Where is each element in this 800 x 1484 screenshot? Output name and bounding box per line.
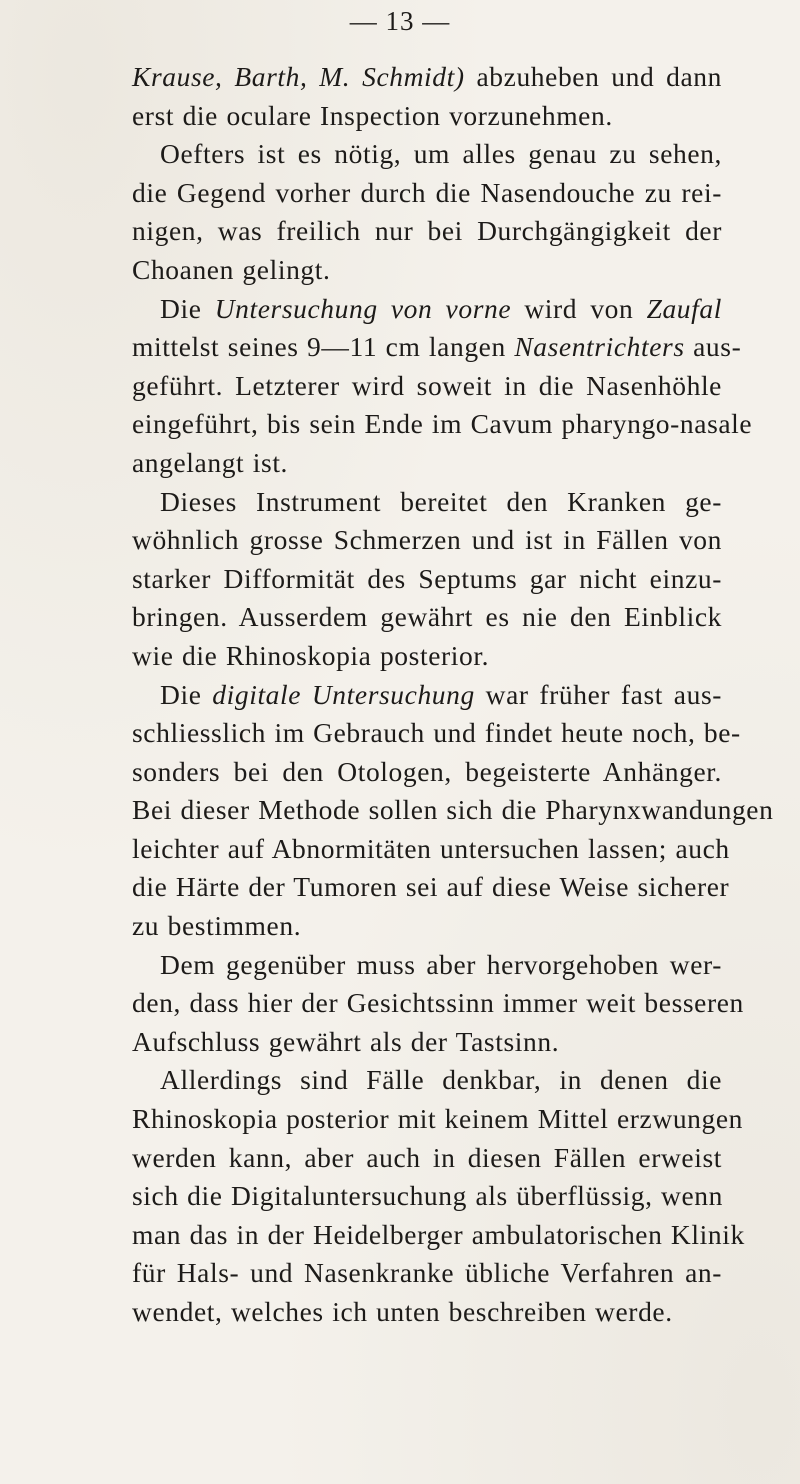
text-segment: Choanen gelingt.: [132, 253, 331, 285]
text-segment: bringen. Ausserdem gewährt es nie den Einblick: [132, 601, 722, 633]
text-segment: werden kann, aber auch in diesen Fällen erweist: [132, 1141, 722, 1173]
text-segment: wendet, welches ich unten beschreiben werde.: [132, 1296, 673, 1327]
text-line: [132, 753, 722, 792]
text-line: [132, 1293, 722, 1332]
text-segment: Allerdings sind Fälle denkbar, in denen die: [160, 1064, 722, 1096]
text-line: [132, 444, 722, 483]
text-segment: angelangt ist.: [132, 446, 289, 478]
text-segment: wird von: [511, 292, 647, 324]
text-segment: Oefters ist es nötig, um alles genau zu sehen,: [160, 138, 722, 170]
text-segment: die Gegend vorher durch die Nasendouche zu rei-: [132, 176, 722, 208]
text-line: [132, 714, 741, 753]
text-line: [132, 1139, 722, 1178]
text-segment: Die: [160, 678, 213, 710]
text-line: [132, 328, 742, 367]
text-line: [132, 521, 722, 560]
text-segment: Aufschluss gewährt als der Tastsinn.: [132, 1025, 560, 1057]
text-segment: Dem gegenüber muss aber hervorgehoben wer-: [160, 948, 722, 980]
text-segment: Bei dieser Methode sollen sich die Pharynxwandungen: [132, 794, 774, 826]
text-line: [132, 676, 722, 715]
text-line: [132, 984, 744, 1023]
text-segment: Die: [160, 292, 215, 324]
text-segment: für Hals- und Nasenkranke übliche Verfahren an-: [132, 1257, 722, 1289]
text-segment: Dieses Instrument bereitet den Kranken ge-: [160, 485, 722, 517]
text-line: [132, 907, 722, 946]
text-segment: nigen, was freilich nur bei Durchgängigkeit der: [132, 215, 722, 247]
text-segment: Rhinoskopia posterior mit keinem Mittel erzwungen: [132, 1103, 744, 1135]
text-line: [132, 290, 722, 329]
text-line: [132, 560, 722, 599]
text-segment: starker Difformität des Septums gar nicht einzu-: [132, 562, 722, 594]
text-line: [132, 1061, 722, 1100]
text-line: [132, 135, 722, 174]
text-segment: wöhnlich grosse Schmerzen und ist in Fällen von: [132, 524, 722, 556]
text-segment: aus-: [684, 331, 742, 363]
italic-segment: Untersuchung von vorne: [214, 292, 512, 324]
text-segment: wie die Rhinoskopia posterior.: [132, 639, 490, 671]
text-line: [132, 405, 753, 444]
text-line: [132, 212, 722, 251]
italic-segment: Zaufal: [646, 292, 722, 324]
text-segment: sonders bei den Otologen, begeisterte Anhänger.: [132, 755, 722, 787]
text-line: [132, 1100, 744, 1139]
text-segment: geführt. Letzterer wird soweit in die Nasenhöhle: [132, 369, 722, 401]
text-segment: man das in der Heidelberger ambulatorischen Klinik: [132, 1218, 745, 1250]
text-segment: erst die oculare Inspection vorzunehmen.: [132, 99, 613, 131]
text-line: [132, 367, 722, 406]
text-line: [132, 868, 730, 907]
text-line: [132, 1254, 722, 1293]
text-line: [132, 637, 722, 676]
text-segment: eingeführt, bis sein Ende im Cavum pharyngo-nasale: [132, 408, 753, 440]
italic-segment: Krause, Barth, M. Schmidt): [132, 61, 465, 92]
text-segment: schliesslich im Gebrauch und findet heute noch, be-: [132, 717, 741, 749]
text-line: [132, 97, 722, 136]
text-segment: abzuheben und dann: [464, 61, 722, 92]
text-line: [132, 791, 774, 830]
text-line: [132, 946, 722, 985]
text-line: [132, 830, 730, 869]
text-segment: leichter auf Abnormitäten untersuchen lassen; auch: [132, 832, 730, 864]
text-line: [132, 174, 722, 213]
text-line: [132, 1023, 722, 1062]
italic-segment: Nasentrichters: [514, 331, 685, 363]
text-line: [132, 251, 722, 290]
text-segment: die Härte der Tumoren sei auf diese Weise sicherer: [132, 871, 730, 903]
page-number: — 13 —: [349, 6, 451, 36]
italic-segment: digitale Untersuchung: [212, 678, 475, 710]
text-segment: zu bestimmen.: [132, 910, 302, 942]
body-text: [132, 58, 774, 1332]
text-line: [132, 1216, 745, 1255]
text-line: [132, 598, 722, 637]
text-line: [132, 483, 722, 522]
text-line: [132, 1177, 722, 1216]
text-segment: den, dass hier der Gesichtssinn immer weit besseren: [132, 987, 744, 1019]
text-segment: mittelst seines 9—11 cm langen: [132, 331, 515, 363]
text-segment: sich die Digitaluntersuchung als überflüssig, wenn: [132, 1180, 724, 1212]
text-segment: war früher fast aus-: [474, 678, 722, 710]
text-line: [132, 58, 722, 97]
